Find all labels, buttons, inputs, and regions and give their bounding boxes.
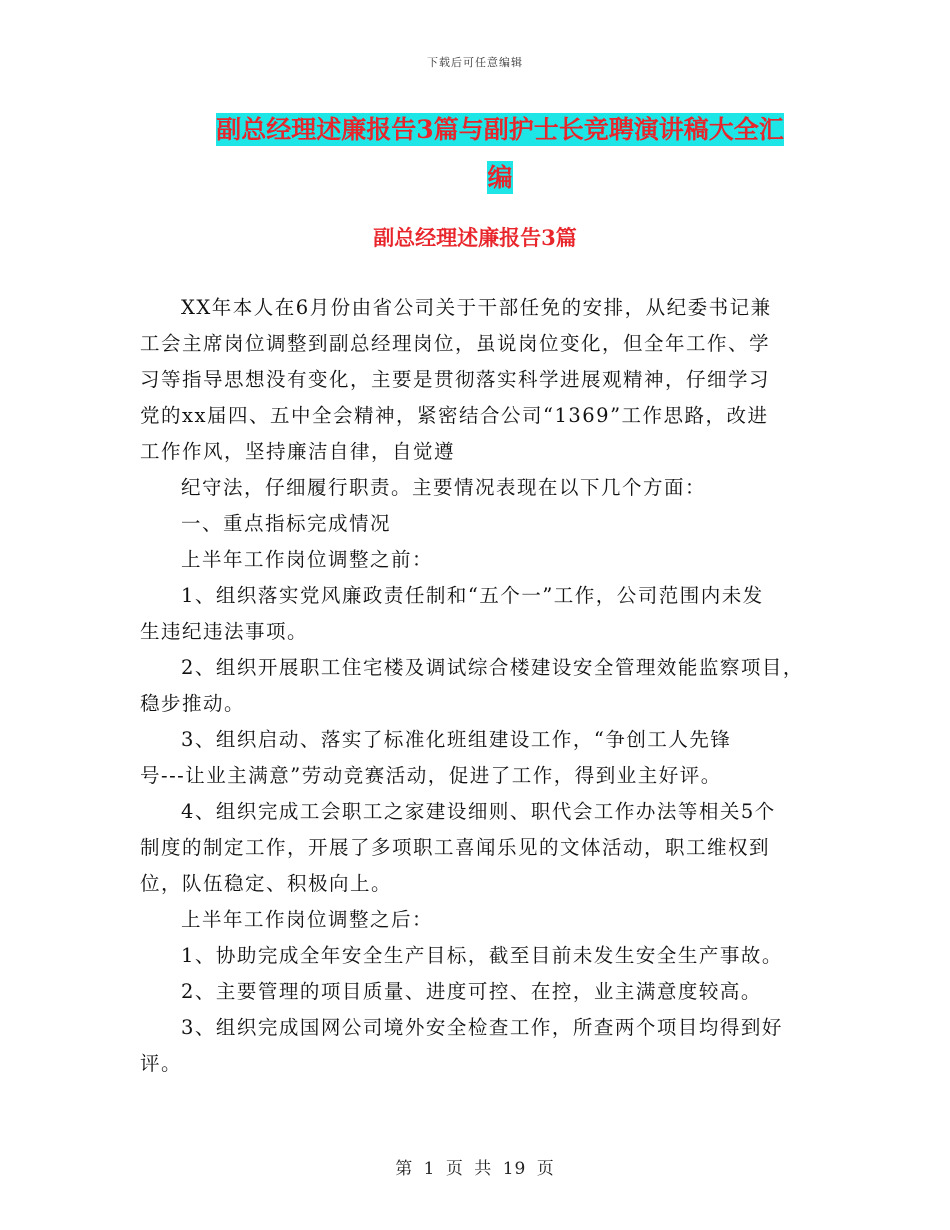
paragraph-line: 工会主席岗位调整到副总经理岗位，虽说岗位变化，但全年工作、学 xyxy=(140,332,771,355)
paragraph-line: 习等指导思想没有变化，主要是贯彻落实科学进展观精神，仔细学习 xyxy=(140,368,771,391)
paragraph xyxy=(140,974,820,1010)
paragraph-line: 评。 xyxy=(140,1052,183,1075)
paragraph-line: 号---让业主满意”劳动竞赛活动，促进了工作，得到业主好评。 xyxy=(140,764,722,787)
paragraph xyxy=(140,470,820,506)
paragraph xyxy=(140,938,820,974)
page-footer: 第 1 页 共 19 页 xyxy=(395,1159,555,1179)
paragraph-line: 4、组织完成工会职工之家建设细则、职代会工作办法等相关5个 xyxy=(180,800,776,823)
paragraph-line: 上半年工作岗位调整之后： xyxy=(180,908,433,931)
document-title xyxy=(190,106,810,202)
paragraph-line: 2、主要管理的项目质量、进度可控、在控，业主满意度较高。 xyxy=(180,980,762,1003)
paragraph-line: 3、组织启动、落实了标准化班组建设工作，“争创工人先锋 xyxy=(180,728,732,751)
paragraph-line: 位，队伍稳定、积极向上。 xyxy=(140,872,393,895)
paragraph-line: XX年本人在6月份由省公司关于干部任免的安排，从纪委书记兼 xyxy=(180,296,772,319)
paragraph-line: 1、组织落实党风廉政责任制和“五个一”工作，公司范围内未发 xyxy=(180,584,764,607)
paragraph xyxy=(140,1010,820,1082)
paragraph xyxy=(140,650,820,722)
paragraph xyxy=(140,290,820,470)
paragraph-line: 1、协助完成全年安全生产目标，截至目前未发生安全生产事故。 xyxy=(180,944,783,967)
paragraph xyxy=(140,722,820,794)
paragraph-line: 党的xx届四、五中全会精神，紧密结合公司“1369”工作思路，改进 xyxy=(140,404,769,427)
document-body xyxy=(140,290,820,1082)
paragraph-line: 一、重点指标完成情况 xyxy=(180,512,391,535)
paragraph-line: 生违纪违法事项。 xyxy=(140,620,309,643)
paragraph-line: 工作作风，坚持廉洁自律，自觉遵 xyxy=(140,440,456,463)
document-title-line2: 编 xyxy=(487,163,513,192)
paragraph xyxy=(140,542,820,578)
paragraph xyxy=(140,902,820,938)
section-title: 副总经理述廉报告3篇 xyxy=(373,225,577,250)
paragraph-line: 上半年工作岗位调整之前： xyxy=(180,548,433,571)
paragraph xyxy=(140,578,820,650)
paragraph xyxy=(140,794,820,902)
paragraph-line: 3、组织完成国网公司境外安全检查工作，所查两个项目均得到好 xyxy=(180,1016,783,1039)
paragraph-line: 制度的制定工作，开展了多项职工喜闻乐见的文体活动，职工维权到 xyxy=(140,836,771,859)
paragraph-line: 纪守法，仔细履行职责。主要情况表现在以下几个方面： xyxy=(180,476,706,499)
paragraph-line: 2、组织开展职工住宅楼及调试综合楼建设安全管理效能监察项目， xyxy=(180,656,804,679)
header-note: 下载后可任意编辑 xyxy=(427,56,523,69)
paragraph-line: 稳步推动。 xyxy=(140,692,246,715)
paragraph xyxy=(140,506,820,542)
document-title-line1: 副总经理述廉报告3篇与副护士长竞聘演讲稿大全汇 xyxy=(216,115,784,144)
